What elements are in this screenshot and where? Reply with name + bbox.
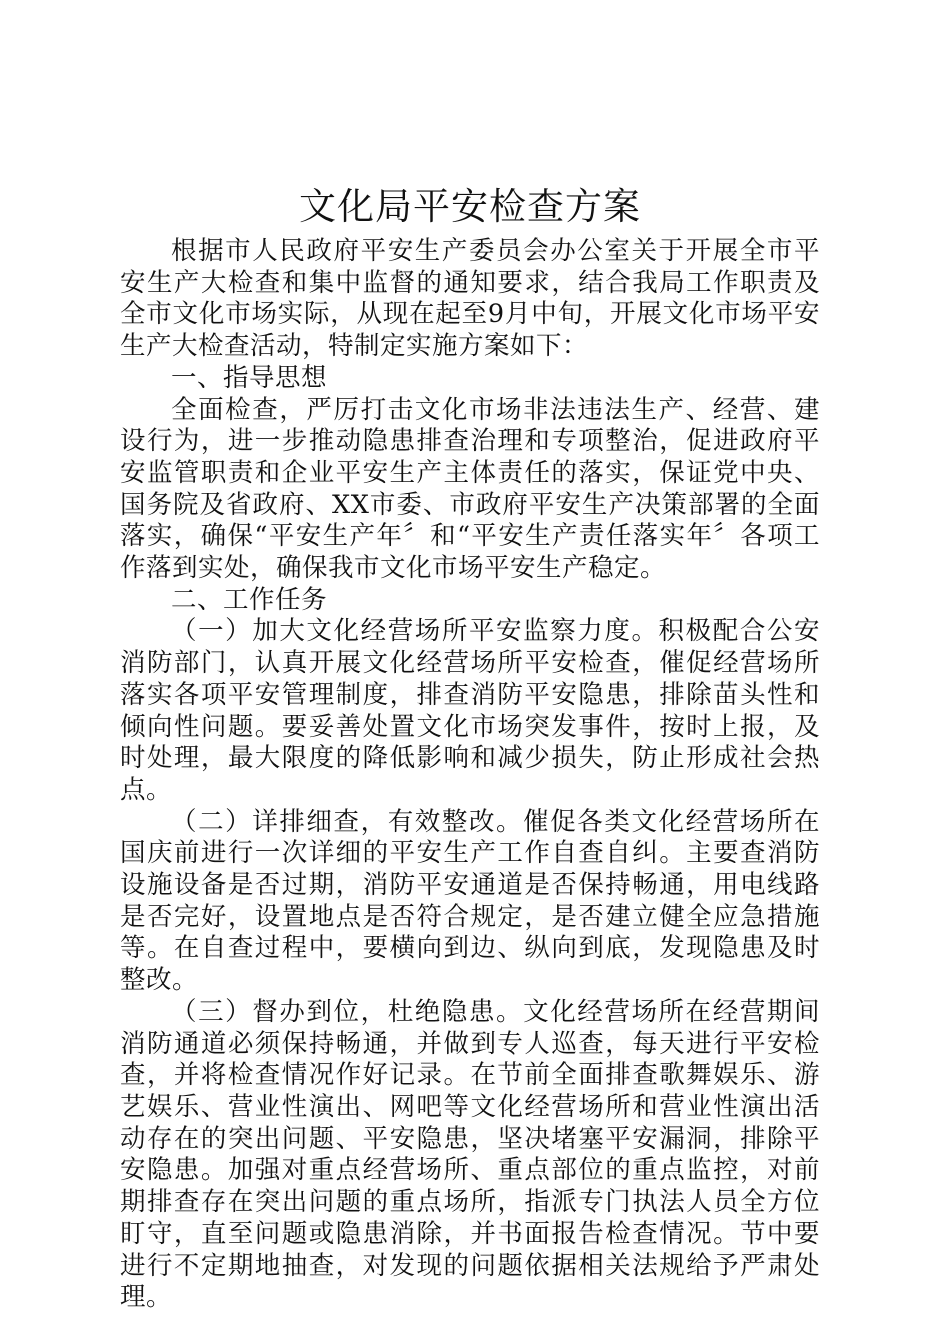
- section-heading-work-tasks: 二、工作任务: [171, 584, 328, 615]
- document-page: [120, 180, 820, 1314]
- task-paragraph-3: （三）督办到位，杜绝隐患。文化经营场所在经营期间消防通道必须保持畅通，并做到专人巡查，每天进行平安检查，并将检查情况作好记录。在节前全面排查歌舞娱乐、游艺娱乐、营业性演出、网吧等文化经营场所和营业性演出活动存在的突出问题、平安隐患，坚决堵塞平安漏洞，排除平安隐患。加强对重点经营场所、重点部位的重点监控，对前期排查存在突出问题的重点场所，指派专门执法人员全方位盯守，直至问题或隐患消除，并书面报告检查情况。节中要进行不定期地抽查，对发现的问题依据相关法规给予严肃处理。: [120, 996, 820, 1313]
- task-paragraph-2: （二）详排细查，有效整改。催促各类文化经营场所在国庆前进行一次详细的平安生产工作自查自纠。主要查消防设施设备是否过期，消防平安通道是否保持畅通，用电线路是否完好，设置地点是否符合规定，是否建立健全应急措施等。在自查过程中，要横向到边、纵向到底，发现隐患及时整改。: [120, 806, 820, 996]
- section-heading-guiding-thought: 一、指导思想: [171, 362, 328, 393]
- task-paragraph-1: （一）加大文化经营场所平安监察力度。积极配合公安消防部门，认真开展文化经营场所平安检查，催促经营场所落实各项平安管理制度，排查消防平安隐患，排除苗头性和倾向性问题。要妥善处置文化市场突发事件，按时上报，及时处理，最大限度的降低影响和减少损失，防止形成社会热点。: [120, 616, 820, 805]
- document-title: 文化局平安检查方案: [299, 185, 641, 228]
- guiding-thought-paragraph: 全面检查，严厉打击文化市场非法违法生产、经营、建设行为，进一步推动隐患排查治理和专项整治，促进政府平安监管职责和企业平安生产主体责任的落实，保证党中央、国务院及省政府、XX市委、市政府平安生产决策部署的全面落实，确保“平安生产年〞和“平安生产责任落实年〞各项工作落到实处，确保我市文化市场平安生产稳定。: [120, 394, 820, 584]
- intro-paragraph: 根据市人民政府平安生产委员会办公室关于开展全市平安生产大检查和集中监督的通知要求，结合我局工作职责及全市文化市场实际，从现在起至9月中旬，开展文化市场平安生产大检查活动，特制定实施方案如下：: [120, 236, 820, 362]
